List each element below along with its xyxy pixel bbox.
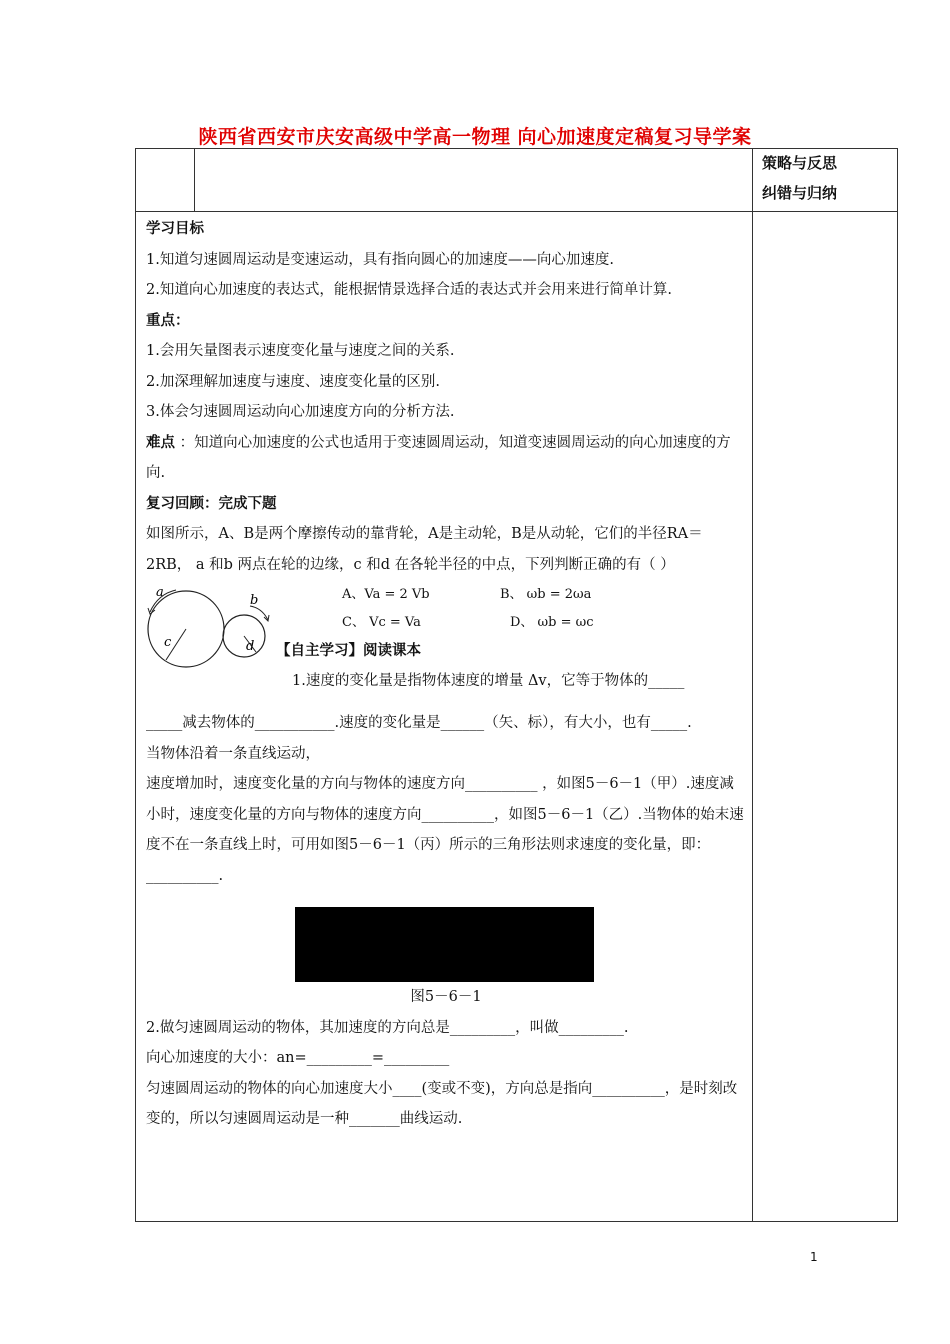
document-title: 陕西省西安市庆安高级中学高一物理 向心加速度定稿复习导学案 (198, 126, 752, 148)
review-heading: 复习回顾：完成下题 (146, 495, 277, 512)
table-divider-left (194, 148, 195, 211)
self-study-heading: 【自主学习】阅读课本 (276, 643, 421, 659)
side-header-correction: 纠错与归纳 (762, 184, 838, 202)
key-point-3: 3.体会匀速圆周运动向心加速度方向的分析方法. (146, 404, 455, 420)
label-c: c (164, 635, 172, 650)
difficulty-heading: 难点 (146, 434, 175, 451)
key-points-heading: 重点： (146, 312, 190, 329)
page-number: 1 (810, 1250, 818, 1264)
uniform-circular-conclusion: 匀速圆周运动的物体的向心加速度大小____(变或不变)，方向总是指向__________，是时刻改变的，所以匀速圆周运动是一种_______曲线运动. (146, 1080, 738, 1127)
goal-1: 1.知道匀速圆周运动是变速运动，具有指向圆心的加速度——向心加速度. (146, 251, 614, 268)
self-study-item2: 2.做匀速圆周运动的物体，其加速度的方向总是_________，叫做_________. (146, 1019, 629, 1036)
review-figure-row (146, 580, 746, 708)
difficulty-text: ：知道向心加速度的公式也适用于变速圆周运动，知道变速圆周运动的向心加速度的方向. (146, 434, 731, 481)
table-header-rule (135, 211, 898, 212)
goal-2: 2.知道向心加速度的表达式，能根据情景选择合适的表达式并会用来进行简单计算. (146, 282, 672, 298)
goals-heading: 学习目标 (146, 221, 204, 237)
key-point-2: 2.加深理解加速度与速度、速度变化量的区别. (146, 373, 440, 390)
difficulty-paragraph (146, 428, 746, 489)
straight-line-intro: 当物体沿着一条直线运动， (146, 745, 320, 762)
review-question: 如图所示，A、B是两个摩擦传动的靠背轮，A是主动轮，B是从动轮，它们的半径RA＝2RB， a 和b 两点在轮的边缘，c 和d 在各轮半径的中点，下列判断正确的有（ ） (146, 526, 703, 573)
centripetal-formula: 向心加速度的大小：an=_________=_________ (146, 1050, 450, 1066)
label-b: b (250, 593, 259, 608)
figure-caption: 图5－6－1 (410, 989, 482, 1005)
table-divider-right (752, 148, 753, 1222)
main-content (146, 214, 746, 1135)
figure-5-6-1-image (295, 907, 594, 982)
friction-wheels-diagram (146, 584, 286, 676)
label-d: d (246, 639, 255, 654)
self-study-item1-start: 1.速度的变化量是指物体速度的增量 Δv，它等于物体的_____ (292, 673, 685, 689)
option-d: D、 ωb = ωc (510, 615, 594, 630)
option-a: A、Va = 2 Vb (342, 587, 430, 602)
key-point-1: 1.会用矢量图表示速度变化量与速度之间的关系. (146, 343, 455, 359)
side-header-strategy: 策略与反思 (762, 154, 838, 172)
option-b: B、 ωb = 2ωa (500, 587, 592, 602)
option-c: C、 Vc = Va (342, 615, 421, 630)
label-a: a (156, 585, 164, 600)
self-study-item1-cont: _____减去物体的___________.速度的变化量是______（矢、标），有大小，也有_____. (146, 715, 692, 731)
velocity-change-paragraph: 速度增加时，速度变化量的方向与物体的速度方向__________ ，如图5－6－1（甲）.速度减小时，速度变化量的方向与物体的速度方向__________，如图5－6－1（乙）.当物体的始末速度不在一条直线上时，可用如图5－6－1（丙）所示的三角形法则求速度的变化量，即：__________. (146, 776, 744, 884)
